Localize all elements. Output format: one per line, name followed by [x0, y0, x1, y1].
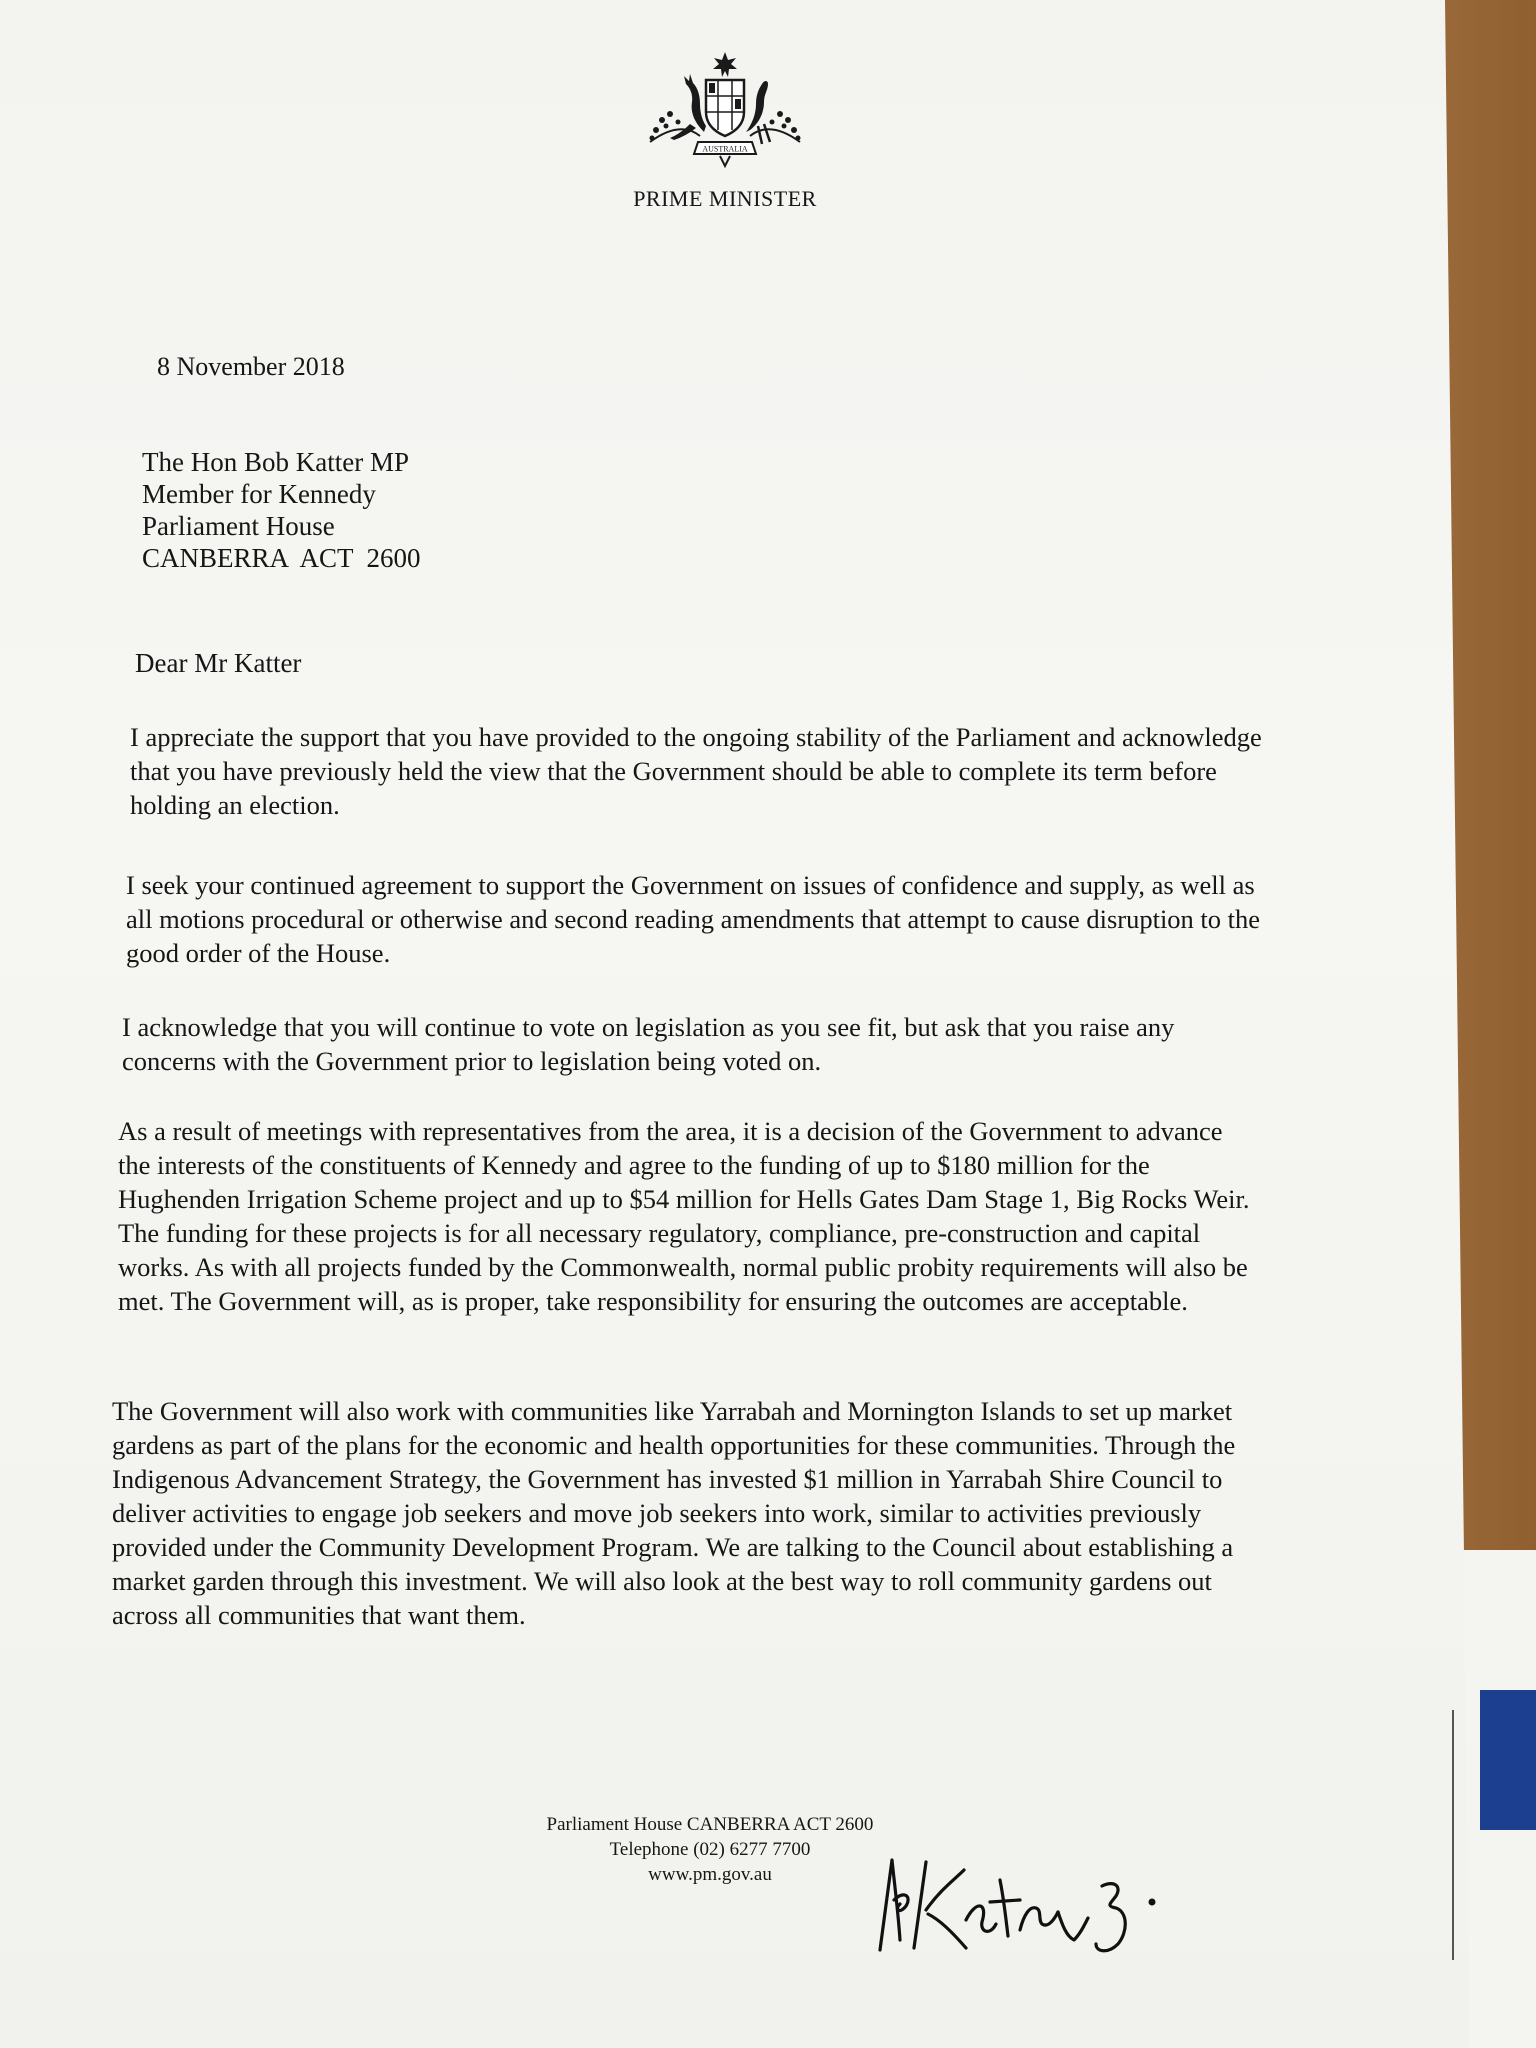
- crest-motto: AUSTRALIA: [702, 144, 748, 154]
- blue-folder-edge: [1480, 1690, 1536, 1830]
- body-paragraph-1: I appreciate the support that you have provided to the ongoing stability of the Parliament and acknowledge that you have previously held the view that the Government should be able to complete its term before holding an election.: [130, 722, 1262, 820]
- footer-website: www.pm.gov.au: [648, 1864, 772, 1885]
- body-paragraph-4: As a result of meetings with representatives from the area, it is a decision of the Government to advance the interests of the constituents of Kennedy and agree to the funding of up to $180 million for the Hughenden Irrigation Scheme project and up to $54 million for Hells Gates Dam Stage 1, Big Rocks Weir. The funding for these projects is for all necessary regulatory, compliance, pre-construction and capital works. As with all projects funded by the Commonwealth, normal public probity requirements will also be met. The Government will, as is proper, take responsibility for ensuring the outcomes are acceptable.: [118, 1116, 1250, 1316]
- body-paragraph-3: I acknowledge that you will continue to vote on legislation as you see fit, but ask that you raise any concerns with the Government prior to legislation being voted on.: [122, 1012, 1175, 1076]
- letter-date: 8 November 2018: [157, 352, 345, 381]
- handwritten-signature-icon: [870, 1840, 1170, 1970]
- recipient-name: The Hon Bob Katter MP: [142, 447, 409, 477]
- office-title: PRIME MINISTER: [633, 186, 817, 211]
- letterhead-footer: [500, 1812, 920, 1887]
- salutation: Dear Mr Katter: [135, 648, 302, 678]
- recipient-city: CANBERRA ACT 2600: [142, 543, 421, 573]
- coat-of-arms-icon: [640, 50, 810, 168]
- recipient-address: [142, 446, 421, 574]
- page-edge-line: [1452, 1710, 1454, 1960]
- footer-address: Parliament House CANBERRA ACT 2600: [546, 1814, 874, 1835]
- recipient-building: Parliament House: [142, 511, 335, 541]
- recipient-title: Member for Kennedy: [142, 479, 376, 509]
- body-paragraph-5: The Government will also work with communities like Yarrabah and Mornington Islands to set up market gardens as part of the plans for the economic and health opportunities for these communities. Through the Indigenous Advancement Strategy, the Government has invested $1 million in Yarrabah Shire Council to deliver activities to engage job seekers and move job seekers into work, similar to activities previously provided under the Community Development Program. We are talking to the Council about establishing a market garden through this investment. We will also look at the best way to roll community gardens out across all communities that want them.: [112, 1396, 1236, 1630]
- footer-telephone: Telephone (02) 6277 7700: [609, 1839, 811, 1860]
- body-paragraph-2: I seek your continued agreement to support the Government on issues of confidence and supply, as well as all motions procedural or otherwise and second reading amendments that attempt to cause disruption to the good order of the House.: [126, 870, 1261, 968]
